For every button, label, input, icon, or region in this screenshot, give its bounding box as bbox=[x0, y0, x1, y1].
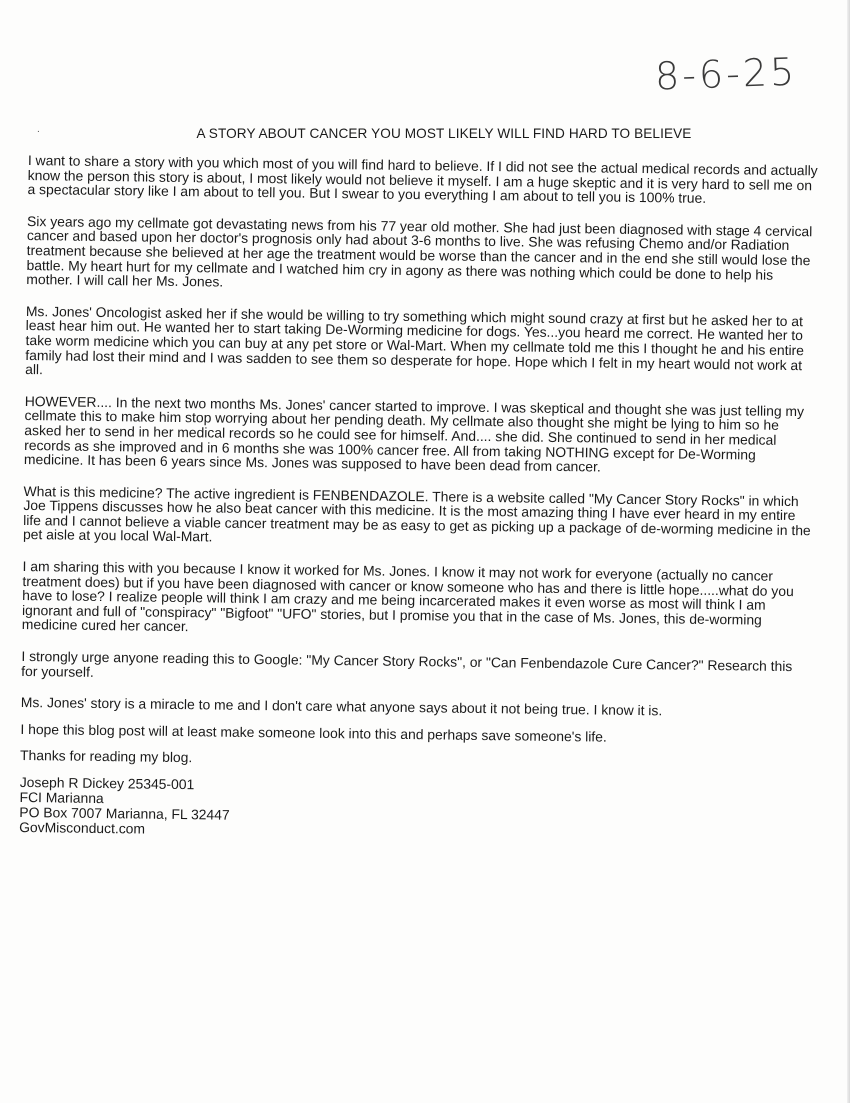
signature-address: PO Box 7007 Marianna, FL 32447 bbox=[19, 803, 230, 823]
paragraph-sharing: I am sharing this with you because I know it worked for Ms. Jones. I know it may not work for everyone (actually no cancer treatment does) but if you have been diagnosed with cancer or know someone who has and there is little hope.....what do you have to lose? I realize people will think I am crazy and me being incarcerated makes it even worse as most will think I am ignorant and full of "conspiracy" "Bigfoot" "UFO" stories, but I promise you that in the case of Ms. Jones, this de-worming medicine cured her cancer. bbox=[21, 558, 794, 635]
paragraph-thanks: Thanks for reading my blog. bbox=[20, 747, 193, 766]
handwritten-date: 8-6-25 bbox=[654, 49, 798, 99]
paragraph-diagnosis: Six years ago my cellmate got devastating news from his 77 year old mother. She had just been diagnosed with stage 4 cervical cancer and based upon her doctor's prognosis only had about 3-6 months to live. She was refusing Chemo and/or Radiation treatment because she believed at her age the treatment would be worse than the cancer and in the end she still would lose the battle. My heart hurt for my cellmate and I watched him cry in agony as there was nothing which could be done to help his mother. I will call her Ms. Jones. bbox=[26, 212, 813, 290]
signature-block bbox=[19, 775, 810, 845]
paragraph-intro: I want to share a story with you which most of you will find hard to believe. If I did not see the actual medical records and actually know the person this story is about, I most likely would not believe it myself. I am a huge skeptic and it is very hard to sell me on a spectacular story like I am about to tell you. But I swear to you everything I am about to tell you is 100% true. bbox=[27, 152, 818, 207]
signature-facility: FCI Marianna bbox=[19, 788, 104, 807]
paragraph-urge: I strongly urge anyone reading this to Google: "My Cancer Story Rocks", or "Can Fenbendazole Cure Cancer?" Research this for yourself. bbox=[21, 647, 793, 680]
stray-mark: . bbox=[37, 124, 40, 135]
document-title: A STORY ABOUT CANCER YOU MOST LIKELY WILL FIND HARD TO BELIEVE bbox=[196, 126, 692, 141]
signature-name: Joseph R Dickey 25345-001 bbox=[19, 773, 195, 793]
document-body bbox=[19, 153, 818, 845]
paragraph-hope: I hope this blog post will at least make someone look into this and perhaps save someone's life. bbox=[20, 720, 607, 745]
paragraph-medicine: What is this medicine? The active ingredient is FENBENDAZOLE. There is a website called "My Cancer Story Rocks" in which Joe Tippens discusses how he also beat cancer with this medicine. It is the most amazing thing I have ever heard in my entire life and I cannot believe a viable cancer treatment may be as easy to get as picking up a package of de-worming medicine in the pet aisle at you local Wal-Mart. bbox=[22, 482, 811, 545]
paragraph-however: HOWEVER.... In the next two months Ms. Jones' cancer started to improve. I was skeptical and thought she was just telling my cellmate this to make him stop worrying about her pending death. My cellmate also thought she might be lying to him so he asked her to send in her medical records so he could see for himself. And.... she did. She continued to send in her medical records as she improved and in 6 months she was 100% cancer free. All from taking NOTHING except for De-Worming medicine. It has been 6 years since Ms. Jones was supposed to have been dead from cancer. bbox=[23, 392, 805, 475]
paragraph-oncologist: Ms. Jones' Oncologist asked her if she would be willing to try something which might sound crazy at first but he asked her to at least hear him out. He wanted her to start taking De-Worming medicine for dogs. Yes...you heard me correct. He wanted her to take worm medicine which you can buy at any pet store or Wal-Mart. When my cellmate told me this I thought he and his entire family had lost their mind and I was sadden to see them so desperate for hope. Hope which I felt in my heart would not work at all. bbox=[25, 302, 805, 378]
signature-website: GovMisconduct.com bbox=[19, 818, 146, 837]
paragraph-miracle: Ms. Jones' story is a miracle to me and I don't care what anyone says about it not being true. I know it is. bbox=[20, 694, 663, 719]
